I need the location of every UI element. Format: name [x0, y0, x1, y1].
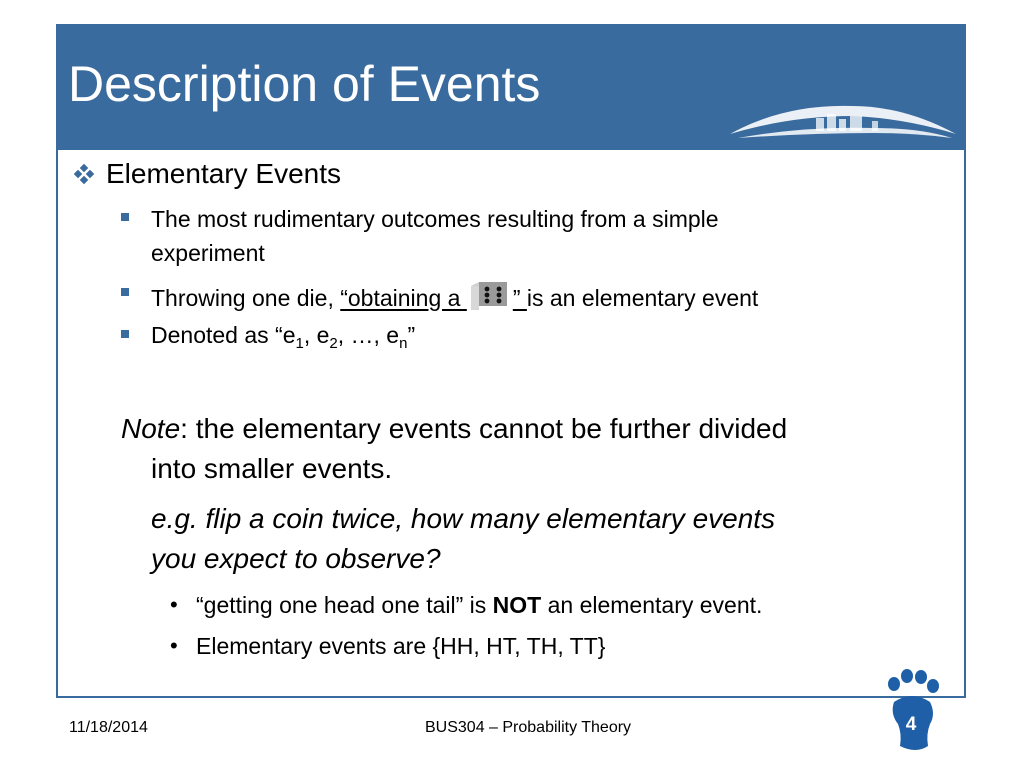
note-line2: into smaller events.: [151, 453, 393, 484]
item2: [151, 280, 758, 312]
footer-course: BUS304 – Probability Theory: [425, 719, 632, 736]
sub-bullet-1: [196, 592, 762, 619]
footer-date: 11/18/2014: [69, 719, 148, 736]
note-label: Note: [121, 413, 181, 444]
item3-prefix: Denoted as “e: [151, 322, 296, 348]
item2-underlined-quote: [340, 285, 527, 311]
item1-line2: experiment: [151, 240, 265, 266]
item3: [151, 322, 416, 352]
level1-heading: Elementary Events: [106, 158, 341, 189]
example-line1: e.g. flip a coin twice, how many elementary events: [151, 503, 776, 534]
note-rest: : the elementary events cannot be further divided: [180, 413, 788, 444]
sub-bullet-2: Elementary events are {HH, HT, TH, TT}: [196, 633, 606, 659]
slide-title: Description of Events: [68, 56, 541, 112]
sub-bullet-1-suffix: an elementary event.: [541, 592, 763, 618]
sub-bullet-1-bold: NOT: [492, 592, 542, 618]
square-bullet-icon: [121, 213, 129, 221]
item3-mid1: , e: [303, 322, 330, 348]
die-face-six-icon: [469, 280, 511, 312]
item2-suffix: is an elementary event: [526, 285, 759, 311]
square-bullet-icon: [121, 330, 129, 338]
item2-quote-open: “obtaining a: [340, 285, 467, 311]
paw-print-icon: [880, 668, 944, 754]
item3-sub1: 1: [295, 335, 304, 352]
item2-prefix: Throwing one die,: [151, 285, 341, 311]
item3-subn: n: [399, 335, 408, 352]
item1-line1: The most rudimentary outcomes resulting from a simple: [151, 206, 719, 232]
page-number: 4: [905, 714, 917, 735]
sub-bullet-1-prefix: “getting one head one tail” is: [196, 592, 493, 618]
item3-sub2: 2: [329, 335, 338, 352]
square-bullet-icon: [121, 288, 129, 296]
item3-close: ”: [407, 322, 416, 348]
round-bullet: •: [170, 633, 178, 658]
example-line2: you expect to observe?: [151, 543, 441, 574]
round-bullet: •: [170, 592, 178, 617]
item3-mid2: , …, e: [337, 322, 400, 348]
diamond-bullet-icon: [74, 164, 96, 186]
note-line1: [121, 413, 787, 445]
item2-quote-close: ”: [512, 285, 527, 311]
